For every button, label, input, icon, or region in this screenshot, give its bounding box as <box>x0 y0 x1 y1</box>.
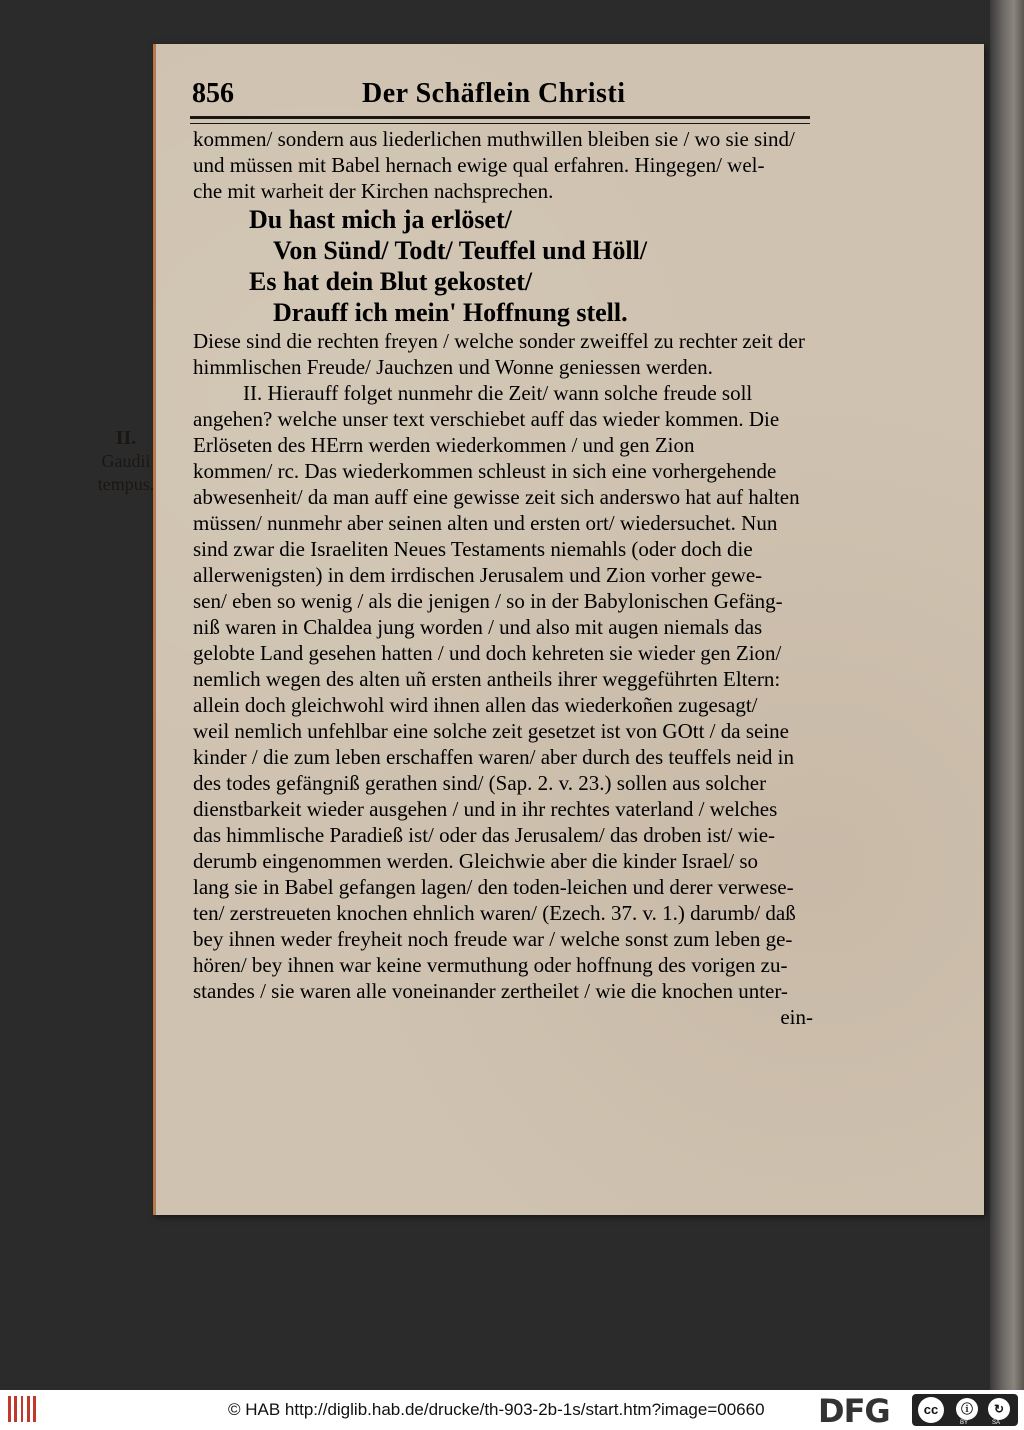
by-label: BY <box>960 1420 969 1426</box>
text-line: Erlöseten des HErrn werden wiederkommen / und gen Zion <box>193 433 695 457</box>
cc-icon: cc <box>918 1397 944 1423</box>
verse-line: Es hat dein Blut gekostet/ <box>249 267 533 296</box>
text-line: das himmlische Paradieß ist/ oder das Jerusalem/ das droben ist/ wie- <box>193 823 776 847</box>
text-line: kommen/ rc. Das wiederkommen schleust in sich eine vorhergehende <box>193 459 777 483</box>
next-page-edge <box>990 0 1024 1390</box>
verse-line: Von Sünd/ Todt/ Teuffel und Höll/ <box>273 236 648 265</box>
text-line: niß waren in Chaldea jung worden / und also mit augen niemals das <box>193 615 763 639</box>
text-line: allerwenigsten) in dem irrdischen Jerusalem und Zion vorher gewe- <box>193 563 763 587</box>
text-line: ten/ zerstreueten knochen ehnlich waren/ (Ezech. 37. v. 1.) darumb/ daß <box>193 901 796 925</box>
text-line: und müssen mit Babel hernach ewige qual erfahren. Hingegen/ wel- <box>193 153 765 177</box>
text-line: che mit warheit der Kirchen nachsprechen. <box>193 179 554 203</box>
margin-note-line: Gaudii <box>101 451 151 471</box>
copyright-link[interactable]: © HAB http://diglib.hab.de/drucke/th-903-2b-1s/start.htm?image=00660 <box>228 1400 765 1419</box>
header-rule <box>190 116 810 124</box>
text-line: derumb eingenommen werden. Gleichwie aber die kinder Israel/ so <box>193 849 759 873</box>
verse-line: Drauff ich mein' Hoffnung stell. <box>273 298 628 327</box>
body-text <box>193 126 813 1030</box>
text-line: kinder / die zum leben erschaffen waren/ aber durch des teuffels neid in <box>193 745 794 769</box>
text-line: bey ihnen weder freyheit noch freude war / welche sonst zum leben ge- <box>193 927 793 951</box>
text-line: lang sie in Babel gefangen lagen/ den toden-leichen und derer verwese- <box>193 875 794 899</box>
text-line: sind zwar die Israeliten Neues Testaments niemahls (oder doch die <box>193 537 753 561</box>
cc-license-badge[interactable] <box>912 1394 1018 1426</box>
page-header <box>192 78 812 118</box>
running-title: Der Schäflein Christi <box>362 78 626 109</box>
text-line: Diese sind die rechten freyen / welche sonder zweiffel zu rechter zeit der <box>193 329 805 353</box>
text-line: weil nemlich unfehlbar eine solche zeit gesetzet ist von GOtt / da seine <box>193 719 789 743</box>
text-line: allein doch gleichwohl wird ihnen allen das wiederkoñen zugesagt/ <box>193 693 758 717</box>
text-line: gelobte Land gesehen hatten / und doch kehreten sie wieder gen Zion/ <box>193 641 782 665</box>
catchword: ein- <box>780 1005 813 1029</box>
text-line: himmlischen Freude/ Jauchzen und Wonne geniessen werden. <box>193 355 713 379</box>
verse-line: Du hast mich ja erlöset/ <box>249 205 512 234</box>
text-line: des todes gefängniß gerathen sind/ (Sap. 2. v. 23.) sollen aus solcher <box>193 771 767 795</box>
margin-note-number: II. <box>115 427 137 449</box>
section-start-line: II. Hierauff folget nunmehr die Zeit/ wann solche freude soll <box>243 381 753 405</box>
text-line: hören/ bey ihnen war keine vermuthung oder hoffnung des vorigen zu- <box>193 953 788 977</box>
text-line: sen/ eben so wenig / als die jenigen / so in der Babylonischen Gefäng- <box>193 589 783 613</box>
attribution-icon: ⓘ <box>956 1398 978 1420</box>
dfg-logo[interactable]: DFG <box>818 1392 890 1430</box>
text-line: standes / sie waren alle voneinander zertheilet / wie die knochen unter- <box>193 979 788 1003</box>
text-line: dienstbarkeit wieder ausgehen / und in ihr rechtes vaterland / welches <box>193 797 778 821</box>
page-number: 856 <box>192 78 234 109</box>
margin-note <box>86 427 166 496</box>
text-line: müssen/ nunmehr aber seinen alten und ersten ort/ wiedersuchet. Nun <box>193 511 778 535</box>
hymn-verse <box>193 204 813 328</box>
margin-note-line: tempus. <box>97 474 155 494</box>
text-line: nemlich wegen des alten uñ ersten antheils ihrer weggeführten Eltern: <box>193 667 781 691</box>
text-line: abwesenheit/ da man auff eine gewisse zeit sich anderswo hat auf halten <box>193 485 800 509</box>
footer-bar <box>0 1390 1024 1430</box>
sa-label: SA <box>992 1420 1001 1426</box>
text-line: angehen? welche unser text verschiebet auff das wieder kommen. Die <box>193 407 780 431</box>
share-alike-icon: ↻ <box>988 1398 1010 1420</box>
text-line: kommen/ sondern aus liederlichen muthwillen bleiben sie / wo sie sind/ <box>193 127 795 151</box>
barcode-icon <box>8 1396 36 1422</box>
